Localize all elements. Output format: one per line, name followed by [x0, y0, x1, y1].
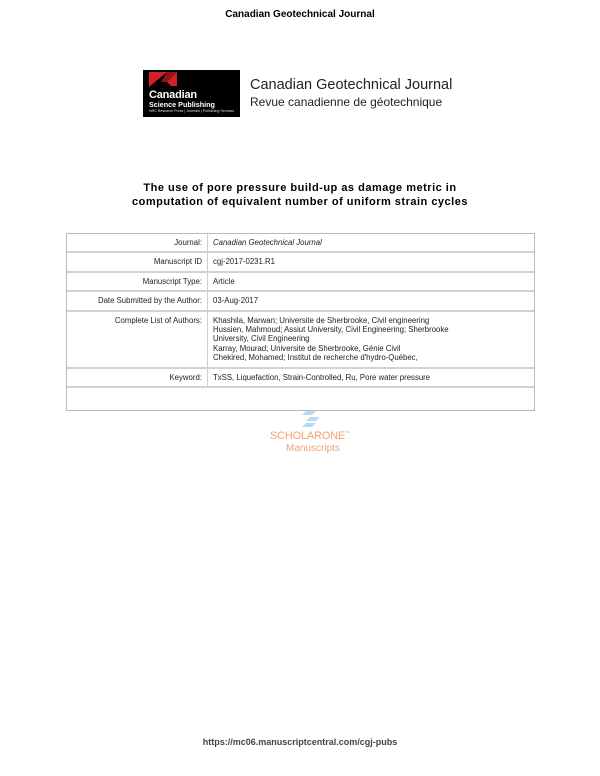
- logo-tagline: NRC Research Press | Journals | Publishing Services: [149, 108, 235, 113]
- manuscript-metadata-table: [66, 233, 535, 411]
- journal-masthead: [143, 69, 452, 117]
- keyword-label: Keyword:: [67, 369, 208, 388]
- author-line: Hussien, Mahmoud; Assiut University, Civil Engineering; Sherbrooke: [213, 325, 449, 335]
- manuscript-id-label: Manuscript ID: [67, 253, 208, 272]
- author-line: Chekired, Mohamed; Institut de recherche d'hydro-Québec,: [213, 353, 418, 363]
- table-row-keyword: [67, 369, 534, 388]
- logo-text-science-publishing: Science Publishing: [149, 99, 215, 109]
- author-line: Khashila, Marwan; Universite de Sherbrooke, Civil engineering: [213, 315, 430, 325]
- scholarone-word: SCHOLARONE: [270, 430, 346, 442]
- manuscript-type-value: Article: [208, 273, 534, 292]
- journal-name-english: Canadian Geotechnical Journal: [250, 76, 453, 93]
- paper-title: [0, 181, 600, 209]
- paper-title-line-1: The use of pore pressure build-up as damage metric in: [143, 182, 457, 194]
- manuscript-id-value: cgj-2017-0231.R1: [208, 253, 534, 272]
- trademark-symbol: ™: [345, 430, 350, 437]
- keyword-value: TxSS, Liquefaction, Strain-Controlled, Ru, Pore water pressure: [208, 369, 534, 388]
- journal-names: [250, 77, 452, 110]
- running-header: Canadian Geotechnical Journal: [225, 9, 375, 20]
- manuscript-type-label: Manuscript Type:: [67, 273, 208, 292]
- authors-label: Complete List of Authors:: [67, 312, 208, 369]
- scholarone-wordmark: [270, 430, 350, 442]
- author-line: Karray, Mourad; Universite de Sherbrooke, Génie Civil: [213, 343, 401, 353]
- scholarone-logo: [268, 408, 358, 458]
- csp-logo: [143, 70, 240, 117]
- logo-text-canadian: Canadian: [149, 88, 197, 101]
- scholarone-mark-icon: [302, 408, 322, 430]
- author-line: University, Civil Engineering: [213, 334, 310, 344]
- journal-value: Canadian Geotechnical Journal: [208, 234, 534, 253]
- table-row-manuscript-id: [67, 253, 534, 272]
- date-submitted-value: 03-Aug-2017: [208, 292, 534, 311]
- paper-title-line-2: computation of equivalent number of uniform strain cycles: [132, 196, 468, 208]
- table-row-date-submitted: [67, 292, 534, 311]
- table-row-manuscript-type: [67, 273, 534, 292]
- journal-name-french: Revue canadienne de géotechnique: [250, 94, 443, 109]
- journal-label: Journal:: [67, 234, 208, 253]
- table-row-empty: [67, 388, 534, 410]
- authors-value: [208, 312, 534, 369]
- table-row-authors: [67, 312, 534, 369]
- scholarone-manuscripts: Manuscripts: [286, 443, 340, 454]
- table-row-journal: [67, 234, 534, 253]
- empty-cell: [67, 388, 534, 410]
- footer-url-link[interactable]: https://mc06.manuscriptcentral.com/cgj-pubs: [202, 737, 398, 747]
- date-submitted-label: Date Submitted by the Author:: [67, 292, 208, 311]
